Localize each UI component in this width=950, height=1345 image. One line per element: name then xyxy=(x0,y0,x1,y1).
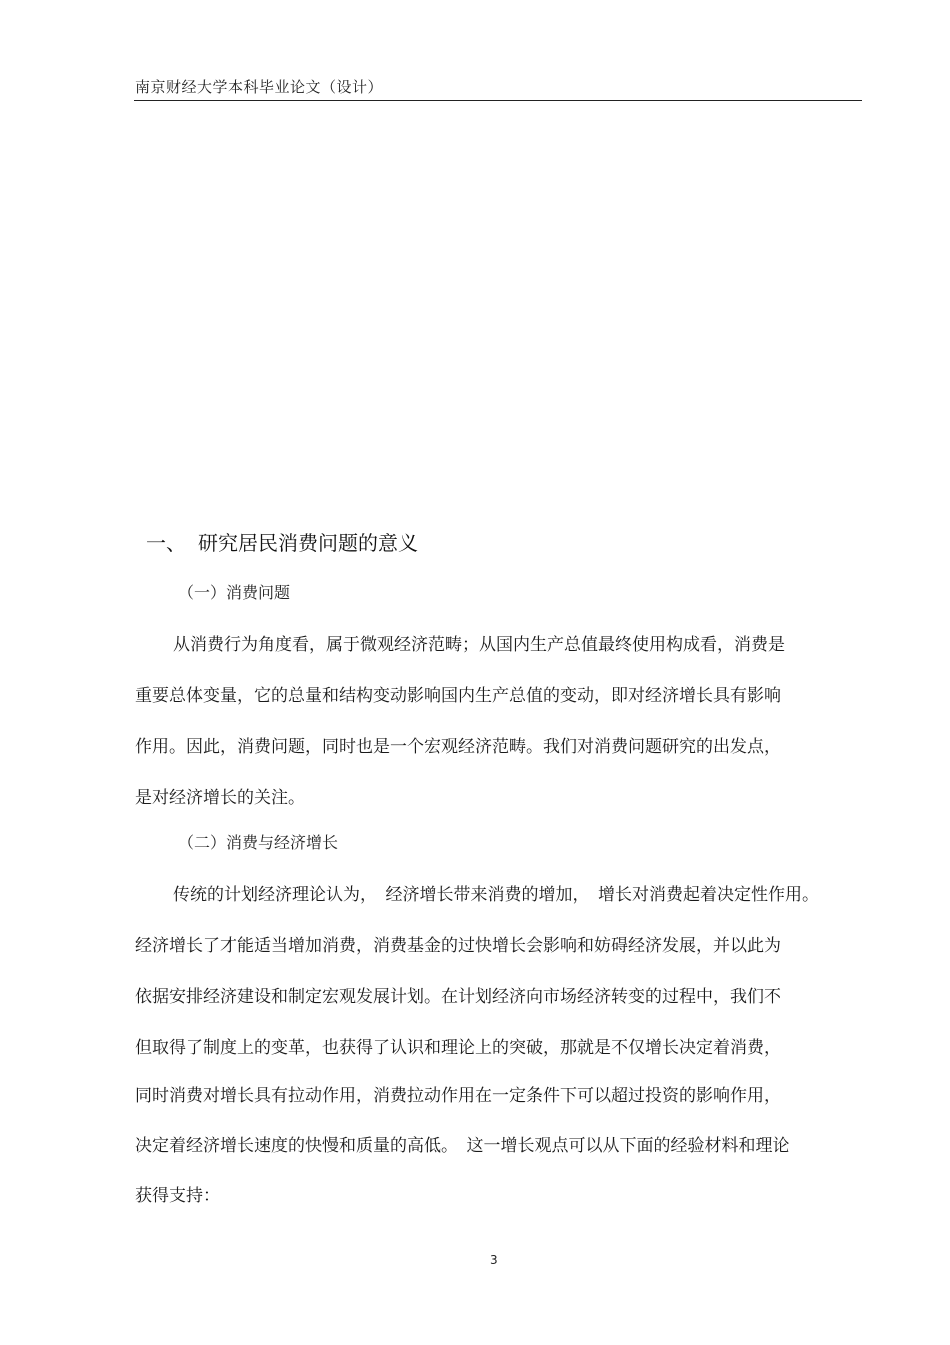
paragraph-line: 重要总体变量，它的总量和结构变动影响国内生产总值的变动，即对经济增长具有影响 xyxy=(135,686,781,706)
section-title-text: 研究居民消费问题的意义 xyxy=(198,531,418,555)
paragraph-line: 决定着经济增长速度的快慢和质量的高低。 这一增长观点可以从下面的经验材料和理论 xyxy=(135,1136,790,1156)
subsection-heading-1: （一）消费问题 xyxy=(178,583,291,602)
paragraph-line: 同时消费对增长具有拉动作用，消费拉动作用在一定条件下可以超过投资的影响作用， xyxy=(135,1086,781,1106)
paragraph-line: 是对经济增长的关注。 xyxy=(135,788,305,808)
paragraph-line: 获得支持： xyxy=(135,1186,220,1206)
page-number: 3 xyxy=(490,1253,498,1267)
page-header: 南京财经大学本科毕业论文（设计） xyxy=(135,78,384,96)
paragraph-line: 依据安排经济建设和制定宏观发展计划。在计划经济向市场经济转变的过程中，我们不 xyxy=(135,987,781,1007)
paragraph-line: 经济增长了才能适当增加消费，消费基金的过快增长会影响和妨碍经济发展，并以此为 xyxy=(135,936,781,956)
header-rule xyxy=(134,100,862,101)
paragraph-line: 从消费行为角度看，属于微观经济范畴；从国内生产总值最终使用构成看，消费是 xyxy=(173,635,785,655)
section-title xyxy=(146,527,418,556)
paragraph-line: 传统的计划经济理论认为， 经济增长带来消费的增加， 增长对消费起着决定性作用。 xyxy=(173,885,819,905)
section-number: 一、 xyxy=(146,531,186,555)
subsection-heading-2: （二）消费与经济增长 xyxy=(178,833,339,852)
paragraph-line: 作用。因此，消费问题，同时也是一个宏观经济范畴。我们对消费问题研究的出发点， xyxy=(135,737,781,757)
paragraph-line: 但取得了制度上的变革，也获得了认识和理论上的突破，那就是不仅增长决定着消费， xyxy=(135,1038,781,1058)
